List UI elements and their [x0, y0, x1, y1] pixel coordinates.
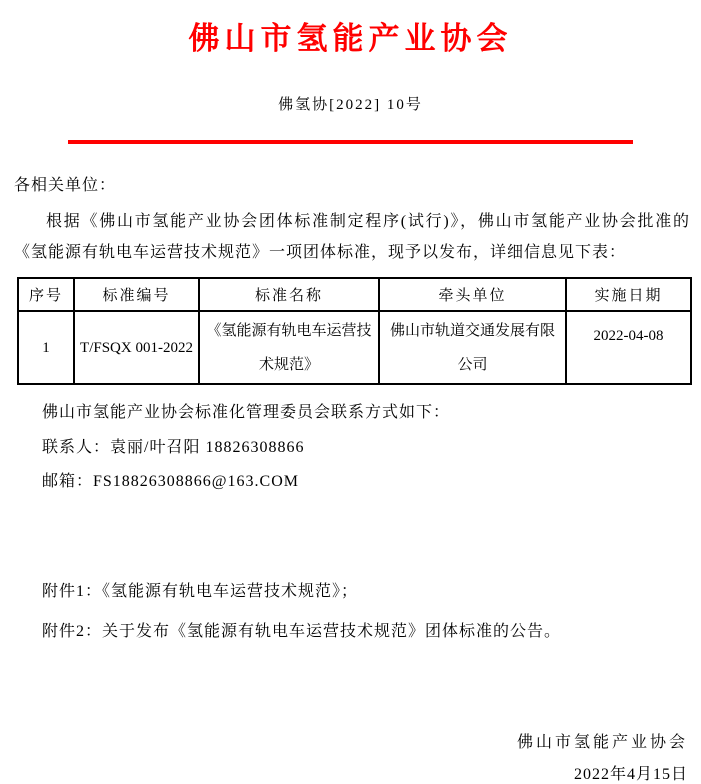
cell-lead-unit: 佛山市轨道交通发展有限公司	[379, 311, 566, 384]
cell-implementation-date: 2022-04-08	[566, 311, 691, 384]
table-header-row	[18, 278, 691, 311]
signature-date: 2022年4月15日	[573, 766, 688, 783]
contact-person-line: 联系人：袁丽/叶召阳 18826308866	[42, 439, 305, 456]
red-separator-rule	[68, 140, 633, 144]
signature-org: 佛山市氢能产业协会	[516, 734, 688, 751]
body-paragraph: 根据《佛山市氢能产业协会团体标准制定程序(试行)》，佛山市氢能产业协会批准的《氢能源有轨电车运营技术规范》一项团体标准，现予以发布，详细信息见下表：	[14, 213, 690, 261]
attachment-1: 附件1：《氢能源有轨电车运营技术规范》；	[42, 583, 359, 600]
doc-number: 佛氢协[2022] 10号	[278, 97, 423, 113]
col-header-lead-unit: 牵头单位	[379, 278, 566, 311]
col-header-standard-number: 标准编号	[74, 278, 199, 311]
salutation: 各相关单位：	[14, 177, 117, 194]
table-row	[18, 311, 691, 384]
contact-intro: 佛山市氢能产业协会标准化管理委员会联系方式如下：	[42, 404, 451, 421]
org-title: 佛山市氢能产业协会	[188, 21, 513, 56]
col-header-standard-name: 标准名称	[199, 278, 379, 311]
contact-email-line: 邮箱：FS18826308866@163.COM	[42, 473, 299, 490]
col-header-implementation-date: 实施日期	[566, 278, 691, 311]
cell-standard-name: 《氢能源有轨电车运营技术规范》	[199, 311, 379, 384]
standards-table	[17, 277, 692, 385]
attachment-2: 附件2：关于发布《氢能源有轨电车运营技术规范》团体标准的公告。	[42, 623, 562, 640]
cell-standard-number: T/FSQX 001-2022	[74, 311, 199, 384]
col-header-index: 序号	[18, 278, 74, 311]
cell-index: 1	[18, 311, 74, 384]
